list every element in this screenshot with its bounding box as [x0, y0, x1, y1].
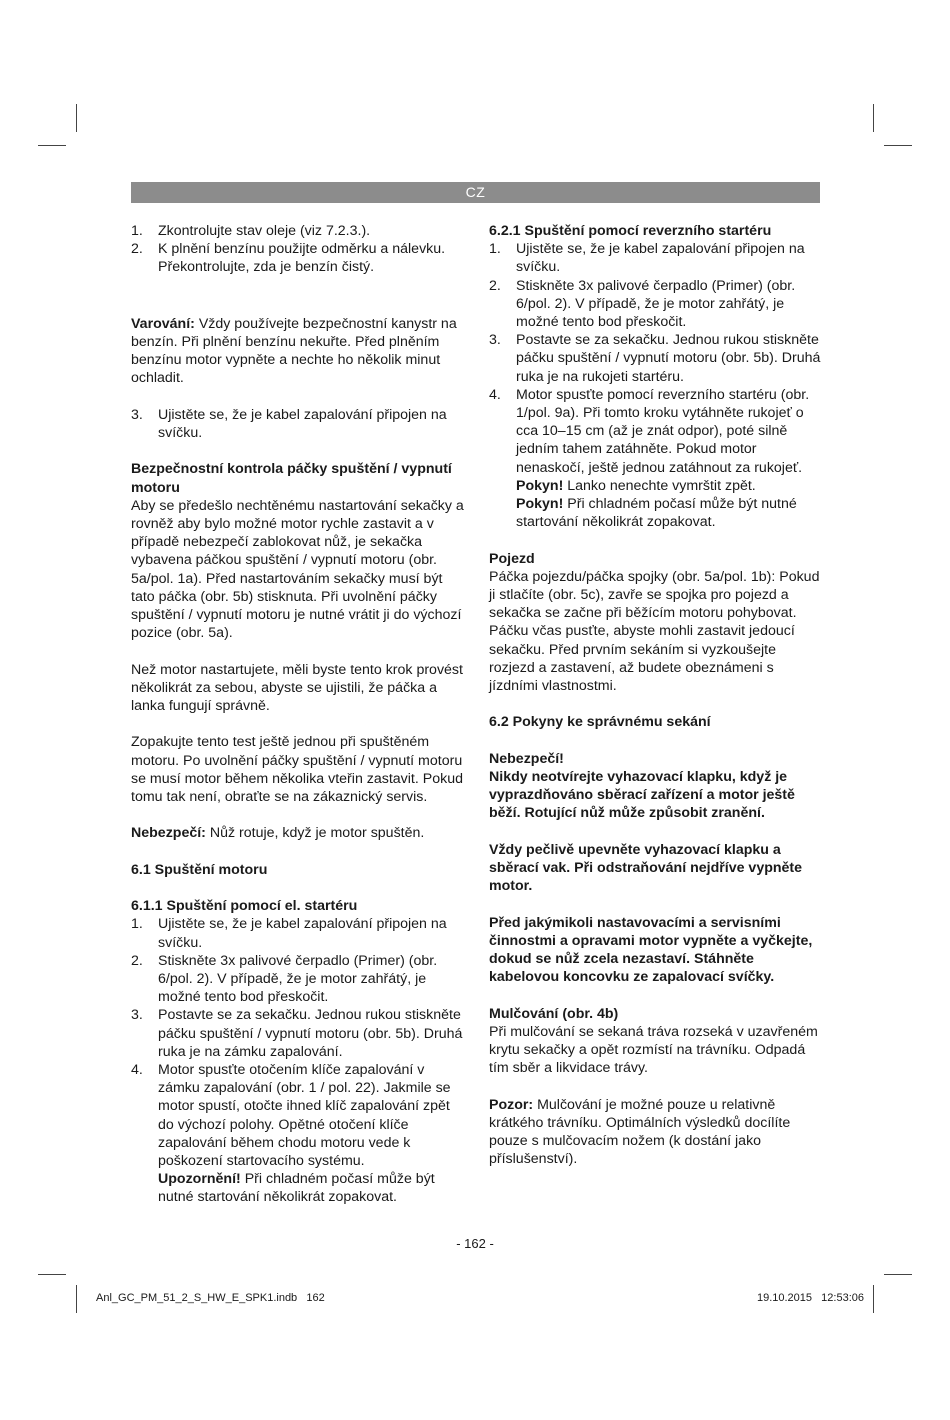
drive-text: Páčka pojezdu/páčka spojky (obr. 5a/pol. 1b): Pokud ji stlačíte (obr. 5c), zavře se spojka pro pojezd a sekačka se začne při běžícím motoru pohybovat. Páčku včas pusťte, abyste mohli zastavit jedoucí sekačku. Před prvním sekáním si vyzkoušejte rozjezd a zastavení, až budete obeznámeni s jízdními vlastnostmi.: [489, 568, 820, 695]
electric-start-steps-list: [131, 915, 466, 1206]
list-number: 4.: [131, 1062, 143, 1079]
page-number: - 162 -: [456, 1236, 494, 1251]
list-item: [489, 331, 822, 386]
list-text: Ujistěte se, že je kabel zapalování připojen na svíčku.: [516, 241, 805, 276]
list-number: 1.: [131, 223, 143, 239]
list-number: 4.: [489, 386, 501, 403]
section-heading-6-1: 6.1 Spuštění motoru: [131, 861, 268, 878]
crop-mark: [38, 145, 66, 146]
safety-check-text: Aby se předešlo nechtěnému nastartování sekačky a rovněž aby bylo možné motor rychle zastavit a v případě nebezpečí zablokovat nůž, je sekačka vybavena páčkou spuštění / vypnutí motoru (obr. 5a/pol. 1a). Před nastartováním sekačky musí být tato páčka (obr. 5b) stisknuta. Při uvolnění páčky spuštění / vypnutí motoru je nutné vrátit ji do výchozí pozice (obr. 5a).: [131, 497, 464, 642]
language-header-bar: [131, 182, 820, 203]
mulching-text: Při mulčování se sekaná tráva rozseká v uzavřeném krytu sekačky a opět rozmístí na trávníku. Odpadá tím sběr a likvidace trávy.: [489, 1023, 818, 1077]
danger-text: Nůž rotuje, když je motor spuštěn.: [205, 825, 425, 842]
list-text: Motor spusťte otočením klíče zapalování v zámku zapalování (obr. 1 / pol. 22). Jakmile se motor spustí, otočte ihned klíč zapalování zpět do výchozí polohy. Opětné otočení klíče zapalování během chodu motoru vede k poškození startovacího systému.: [158, 1062, 451, 1170]
section-heading-6-2-1: 6.2.1 Spuštění pomocí reverzního startéru: [489, 223, 772, 239]
list-text: Motor spusťte pomocí reverzního startéru (obr. 1/pol. 9a). Při tomto kroku vytáhněte rukojeť o cca 10–15 cm (až je znát odpor), poté silně jedním tahem zatáhněte. Pokud motor nenaskočí, ještě jednou zatáhnout za rukojeť.: [516, 386, 810, 476]
list-number: 3.: [131, 1007, 143, 1024]
caution-label: Upozornění!: [158, 1171, 241, 1188]
list-item: [489, 240, 822, 276]
list-item: [131, 952, 466, 1007]
drive-heading: Pojezd: [489, 550, 535, 567]
danger-bold-text: Vždy pečlivě upevněte vyhazovací klapku a sběrací vak. Při odstraňování nejdříve vypněte motor.: [489, 841, 803, 895]
note-label: Pokyn!: [516, 477, 564, 494]
list-number: 2.: [489, 277, 501, 294]
list-text: Ujistěte se, že je kabel zapalování připojen na svíčku.: [158, 916, 447, 951]
crop-mark: [873, 104, 874, 132]
list-number: 2.: [131, 952, 143, 969]
section-heading-6-2: 6.2 Pokyny ke správnému sekání: [489, 714, 711, 731]
footer-file-name: Anl_GC_PM_51_2_S_HW_E_SPK1.indb 162: [96, 1292, 325, 1304]
danger-bold-text: Před jakýmikoli nastavovacími a servisními činnostmi a opravami motor vypněte a vyčkejte, dokud se nůž zcela nezastaví. Stáhněte kabelovou koncovku ze zapalovací svíčky.: [489, 914, 813, 986]
caution-text: Při chladném počasí může být nutné startování několikrát zopakovat.: [158, 1171, 435, 1206]
list-item: [131, 1006, 466, 1061]
list-item: [131, 915, 466, 951]
warning-paragraph: [131, 315, 466, 388]
language-code: CZ: [465, 184, 486, 200]
mulching-heading: Mulčování (obr. 4b): [489, 1005, 619, 1022]
right-column: [489, 222, 822, 1168]
list-text: Stiskněte 3x palivové čerpadlo (Primer) (obr. 6/pol. 2). V případě, že je motor zahřátý, je možné tento bod přeskočit.: [158, 952, 438, 1006]
recoil-start-steps-list: [489, 240, 822, 531]
spark-plug-step-list: [131, 406, 466, 442]
list-text: Postavte se za sekačku. Jednou rukou stiskněte páčku spuštění / vypnutí motoru (obr. 5b). Druhá ruka je na rukojeti startéru.: [516, 332, 821, 385]
crop-mark: [76, 1285, 77, 1313]
list-item: [131, 406, 466, 442]
warning-text: Vždy používejte bezpečnostní kanystr na benzín. Při plnění benzínu nekuřte. Před plněním benzínu motor vypněte a nechte ho několik minut ochladit.: [131, 315, 457, 387]
left-column: [131, 222, 466, 1207]
danger-paragraph: [131, 824, 466, 842]
list-number: 1.: [131, 916, 143, 933]
list-number: 2.: [131, 241, 143, 258]
list-text: K plnění benzínu použijte odměrku a nálevku. Překontrolujte, zda je benzín čistý.: [158, 241, 446, 276]
list-text: Ujistěte se, že je kabel zapalování připojen na svíčku.: [158, 406, 447, 441]
list-number: 1.: [489, 241, 501, 258]
list-number: 3.: [131, 406, 143, 423]
list-item: [489, 386, 822, 532]
danger-bold-text: Nikdy neotvírejte vyhazovací klapku, když je vyprazdňováno sběrací zařízení a motor ještě běží. Rotující nůž může způsobit zranění.: [489, 769, 795, 822]
note-label: Pokyn!: [516, 496, 564, 513]
attention-label: Pozor:: [489, 1096, 534, 1113]
note-text: Lanko nenechte vymrštit zpět.: [563, 477, 756, 494]
list-item: [131, 222, 466, 240]
crop-mark: [76, 104, 77, 132]
list-item: [131, 240, 466, 276]
danger-heading: Nebezpečí!: [489, 750, 564, 767]
list-text: Zkontrolujte stav oleje (viz 7.2.3.).: [158, 223, 371, 239]
running-test-paragraph: Zopakujte tento test ještě jednou při spuštěném motoru. Po uvolnění páčky spuštění / vypnutí motoru se musí motor během několika vteřin zastavit. Pokud tomu tak není, obraťte se na zákaznický servis.: [131, 734, 463, 806]
safety-check-heading: Bezpečnostní kontrola páčky spuštění / vypnutí motoru: [131, 461, 452, 496]
crop-mark: [38, 1274, 66, 1275]
attention-paragraph: [489, 1096, 822, 1169]
section-heading-6-1-1: 6.1.1 Spuštění pomocí el. startéru: [131, 898, 358, 915]
list-text: Stiskněte 3x palivové čerpadlo (Primer) (obr. 6/pol. 2). V případě, že je motor zahřátý, je možné tento bod přeskočit.: [516, 277, 796, 331]
note-text: Při chladném počasí může být nutné startování několikrát zopakovat.: [516, 496, 797, 531]
list-number: 3.: [489, 332, 501, 349]
crop-mark: [884, 145, 912, 146]
footer-timestamp: 19.10.2015 12:53:06: [756, 1292, 864, 1304]
crop-mark: [884, 1274, 912, 1275]
fuel-steps-list: [131, 222, 466, 277]
list-item: [131, 1061, 466, 1207]
crop-mark: [873, 1285, 874, 1313]
attention-text: Mulčování je možné pouze u relativně krátkého trávníku. Optimálních výsledků docílíte pouze s mulčovacím nožem (k dostání jako příslušenství).: [489, 1096, 791, 1168]
repeat-check-paragraph: Než motor nastartujete, měli byste tento krok provést několikrát za sebou, abyste se ujistili, že páčka a lanka fungují správně.: [131, 661, 463, 715]
warning-label: Varování:: [131, 315, 195, 332]
list-text: Postavte se za sekačku. Jednou rukou stiskněte páčku spuštění / vypnutí motoru (obr. 5b). Druhá ruka je na zámku zapalování.: [158, 1007, 463, 1060]
list-item: [489, 277, 822, 332]
danger-label: Nebezpečí:: [131, 825, 206, 842]
